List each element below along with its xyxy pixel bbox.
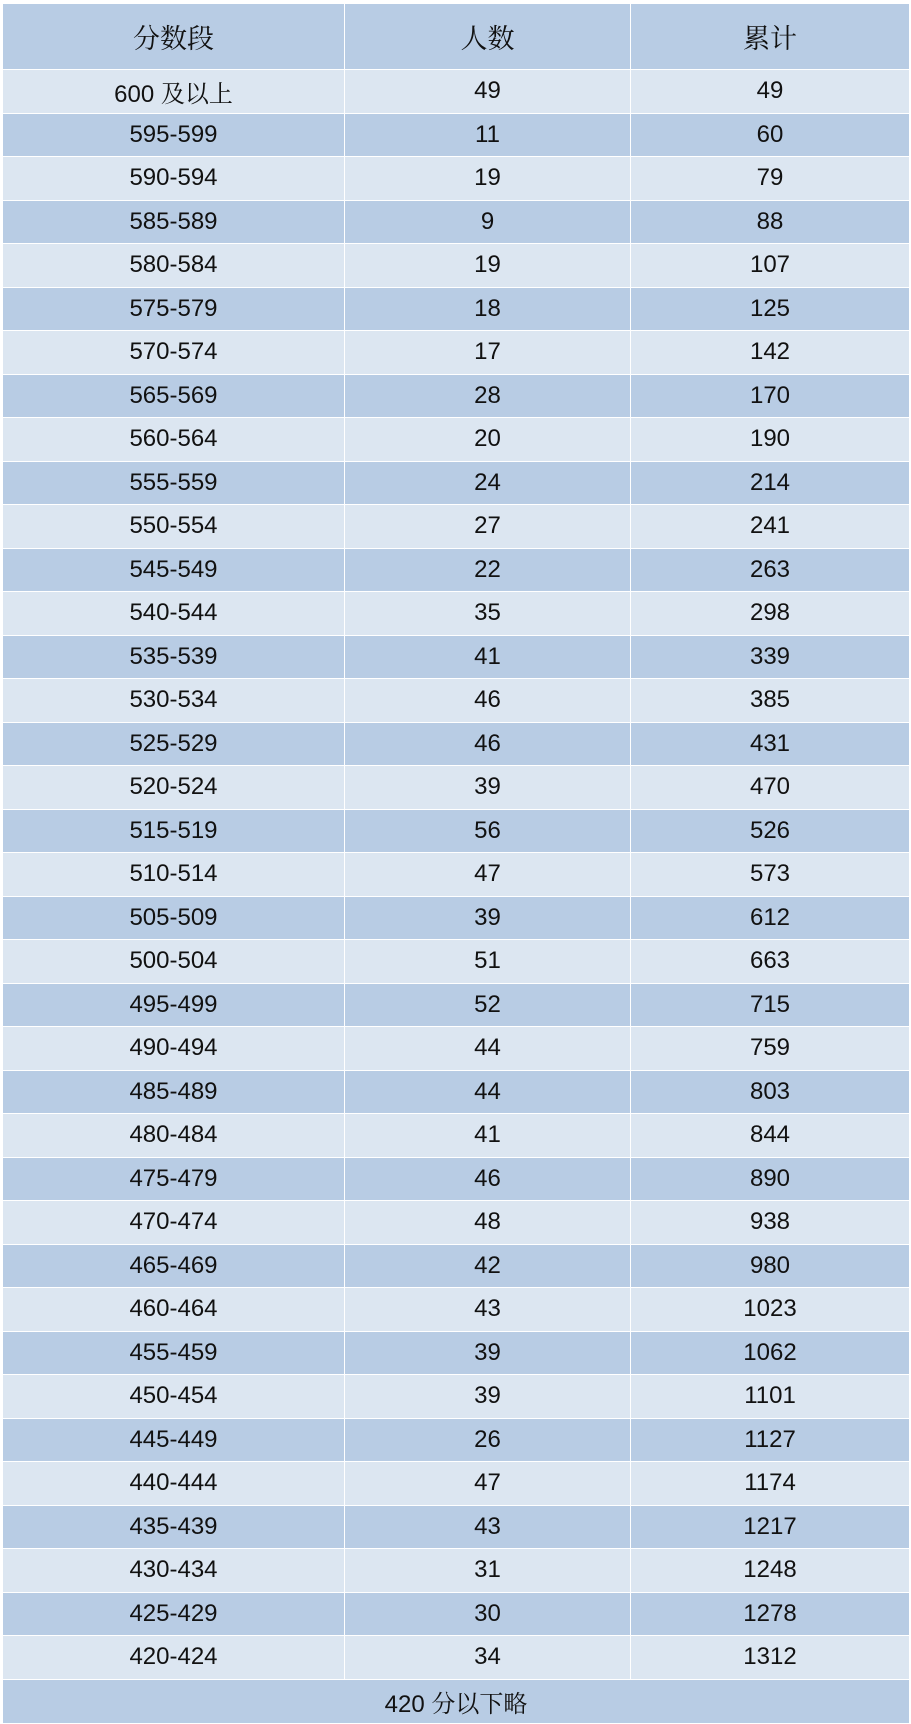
count-cell: 20 [345, 418, 631, 462]
score-range-cell: 525-529 [3, 722, 345, 766]
table-row [3, 1114, 910, 1158]
table-row [3, 983, 910, 1027]
score-range-cell: 555-559 [3, 461, 345, 505]
count-cell: 39 [345, 1331, 631, 1375]
count-cell: 46 [345, 1157, 631, 1201]
cumulative-cell: 49 [631, 70, 910, 114]
score-range-cell: 420-424 [3, 1636, 345, 1680]
table-row [3, 809, 910, 853]
count-cell: 11 [345, 113, 631, 157]
cumulative-cell: 79 [631, 157, 910, 201]
cumulative-cell: 1174 [631, 1462, 910, 1506]
cumulative-cell: 263 [631, 548, 910, 592]
count-cell: 49 [345, 70, 631, 114]
table-row [3, 766, 910, 810]
footer-note: 420 分以下略 [3, 1679, 910, 1723]
cumulative-cell: 980 [631, 1244, 910, 1288]
cumulative-cell: 214 [631, 461, 910, 505]
table-row [3, 200, 910, 244]
score-range-cell: 465-469 [3, 1244, 345, 1288]
footer-row [3, 1679, 910, 1723]
score-range-cell: 510-514 [3, 853, 345, 897]
cumulative-cell: 890 [631, 1157, 910, 1201]
score-range-cell: 450-454 [3, 1375, 345, 1419]
cumulative-cell: 1217 [631, 1505, 910, 1549]
table-row [3, 896, 910, 940]
count-cell: 19 [345, 244, 631, 288]
header-row [3, 4, 910, 70]
count-cell: 39 [345, 896, 631, 940]
table-row [3, 548, 910, 592]
cumulative-cell: 526 [631, 809, 910, 853]
table-row [3, 1288, 910, 1332]
count-cell: 43 [345, 1288, 631, 1332]
count-cell: 39 [345, 1375, 631, 1419]
score-range-cell: 560-564 [3, 418, 345, 462]
cumulative-cell: 1101 [631, 1375, 910, 1419]
header-score-range: 分数段 [3, 4, 345, 70]
table-row [3, 592, 910, 636]
cumulative-cell: 142 [631, 331, 910, 375]
table-row [3, 635, 910, 679]
score-range-cell: 500-504 [3, 940, 345, 984]
score-range-cell: 520-524 [3, 766, 345, 810]
table-footer [3, 1679, 910, 1723]
score-range-cell: 550-554 [3, 505, 345, 549]
table-row [3, 1592, 910, 1636]
table-row [3, 1201, 910, 1245]
cumulative-cell: 241 [631, 505, 910, 549]
count-cell: 56 [345, 809, 631, 853]
cumulative-cell: 125 [631, 287, 910, 331]
table-header [3, 4, 910, 70]
count-cell: 41 [345, 1114, 631, 1158]
score-range-cell: 425-429 [3, 1592, 345, 1636]
score-range-cell: 435-439 [3, 1505, 345, 1549]
count-cell: 42 [345, 1244, 631, 1288]
count-cell: 31 [345, 1549, 631, 1593]
table-row [3, 157, 910, 201]
score-range-cell: 575-579 [3, 287, 345, 331]
cumulative-cell: 107 [631, 244, 910, 288]
table-row [3, 1027, 910, 1071]
score-range-cell: 430-434 [3, 1549, 345, 1593]
header-cumulative: 累计 [631, 4, 910, 70]
score-range-cell: 475-479 [3, 1157, 345, 1201]
count-cell: 41 [345, 635, 631, 679]
count-cell: 44 [345, 1027, 631, 1071]
cumulative-cell: 1127 [631, 1418, 910, 1462]
table-row [3, 1244, 910, 1288]
table-row [3, 70, 910, 114]
count-cell: 9 [345, 200, 631, 244]
score-range-cell: 580-584 [3, 244, 345, 288]
table-row [3, 1157, 910, 1201]
count-cell: 22 [345, 548, 631, 592]
count-cell: 24 [345, 461, 631, 505]
score-distribution-table [2, 3, 910, 1724]
cumulative-cell: 60 [631, 113, 910, 157]
cumulative-cell: 1062 [631, 1331, 910, 1375]
count-cell: 43 [345, 1505, 631, 1549]
score-range-cell: 595-599 [3, 113, 345, 157]
score-range-cell: 470-474 [3, 1201, 345, 1245]
table-row [3, 113, 910, 157]
table-row [3, 1331, 910, 1375]
cumulative-cell: 715 [631, 983, 910, 1027]
cumulative-cell: 339 [631, 635, 910, 679]
score-range-cell: 570-574 [3, 331, 345, 375]
cumulative-cell: 431 [631, 722, 910, 766]
score-range-cell: 445-449 [3, 1418, 345, 1462]
score-range-cell: 515-519 [3, 809, 345, 853]
cumulative-cell: 298 [631, 592, 910, 636]
table-row [3, 1462, 910, 1506]
cumulative-cell: 1023 [631, 1288, 910, 1332]
table-row [3, 505, 910, 549]
score-range-cell: 480-484 [3, 1114, 345, 1158]
count-cell: 27 [345, 505, 631, 549]
count-cell: 47 [345, 853, 631, 897]
score-range-cell: 540-544 [3, 592, 345, 636]
cumulative-cell: 170 [631, 374, 910, 418]
count-cell: 48 [345, 1201, 631, 1245]
table-row [3, 418, 910, 462]
cumulative-cell: 938 [631, 1201, 910, 1245]
score-range-cell: 505-509 [3, 896, 345, 940]
table-row [3, 679, 910, 723]
table-row [3, 331, 910, 375]
count-cell: 46 [345, 722, 631, 766]
count-cell: 30 [345, 1592, 631, 1636]
cumulative-cell: 759 [631, 1027, 910, 1071]
count-cell: 52 [345, 983, 631, 1027]
table-row [3, 1636, 910, 1680]
table-row [3, 1418, 910, 1462]
table-row [3, 940, 910, 984]
table-row [3, 461, 910, 505]
table-row [3, 374, 910, 418]
count-cell: 35 [345, 592, 631, 636]
score-range-cell: 585-589 [3, 200, 345, 244]
score-range-cell: 440-444 [3, 1462, 345, 1506]
score-range-cell: 455-459 [3, 1331, 345, 1375]
table-row [3, 1375, 910, 1419]
header-count: 人数 [345, 4, 631, 70]
cumulative-cell: 1312 [631, 1636, 910, 1680]
count-cell: 51 [345, 940, 631, 984]
score-range-cell: 460-464 [3, 1288, 345, 1332]
table-row [3, 853, 910, 897]
cumulative-cell: 190 [631, 418, 910, 462]
score-range-cell: 490-494 [3, 1027, 345, 1071]
score-range-cell: 530-534 [3, 679, 345, 723]
table-row [3, 722, 910, 766]
table-row [3, 1505, 910, 1549]
cumulative-cell: 612 [631, 896, 910, 940]
cumulative-cell: 573 [631, 853, 910, 897]
score-range-cell: 535-539 [3, 635, 345, 679]
table-row [3, 287, 910, 331]
count-cell: 46 [345, 679, 631, 723]
cumulative-cell: 1278 [631, 1592, 910, 1636]
score-range-cell: 600 及以上 [3, 70, 345, 114]
count-cell: 39 [345, 766, 631, 810]
cumulative-cell: 88 [631, 200, 910, 244]
count-cell: 19 [345, 157, 631, 201]
count-cell: 28 [345, 374, 631, 418]
score-range-cell: 495-499 [3, 983, 345, 1027]
table-row [3, 1070, 910, 1114]
cumulative-cell: 844 [631, 1114, 910, 1158]
table-row [3, 244, 910, 288]
count-cell: 44 [345, 1070, 631, 1114]
count-cell: 34 [345, 1636, 631, 1680]
score-range-cell: 590-594 [3, 157, 345, 201]
score-range-cell: 485-489 [3, 1070, 345, 1114]
cumulative-cell: 1248 [631, 1549, 910, 1593]
score-range-cell: 565-569 [3, 374, 345, 418]
cumulative-cell: 803 [631, 1070, 910, 1114]
count-cell: 26 [345, 1418, 631, 1462]
cumulative-cell: 470 [631, 766, 910, 810]
count-cell: 47 [345, 1462, 631, 1506]
score-range-cell: 545-549 [3, 548, 345, 592]
count-cell: 18 [345, 287, 631, 331]
table-body [3, 70, 910, 1680]
table-row [3, 1549, 910, 1593]
cumulative-cell: 663 [631, 940, 910, 984]
cumulative-cell: 385 [631, 679, 910, 723]
count-cell: 17 [345, 331, 631, 375]
